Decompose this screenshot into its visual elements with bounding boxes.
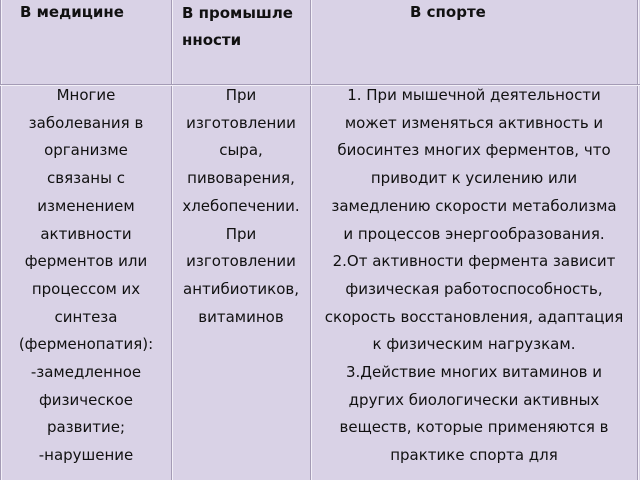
industry-line: пивоварения, xyxy=(187,169,295,188)
sport-line: замедлению скорости метаболизма xyxy=(331,196,617,215)
industry-line: изготовлении xyxy=(186,113,296,132)
medicine-line: физическое xyxy=(38,390,134,409)
medicine-line: процессом их xyxy=(31,279,141,298)
industry-line: антибиотиков, xyxy=(183,279,299,298)
sport-line: практике спорта для xyxy=(390,446,558,465)
sport-line: физическая работоспособность, xyxy=(345,279,603,298)
cell-medicine xyxy=(2,82,170,470)
medicine-line: Многие xyxy=(56,86,116,104)
medicine-line: связаны с xyxy=(47,169,125,188)
sport-line: 2.От активности фермента зависит xyxy=(332,252,616,271)
industry-line: При xyxy=(225,86,257,104)
cell-sport xyxy=(312,82,636,470)
header-sport: В спорте xyxy=(410,3,486,21)
table-border-right xyxy=(637,0,639,480)
sport-line: к физическим нагрузкам. xyxy=(372,335,576,354)
industry-line: сыра, xyxy=(219,141,263,160)
industry-line: изготовлении xyxy=(186,252,296,271)
sport-line: веществ, которые применяются в xyxy=(339,418,609,437)
sport-line: и процессов энергообразования. xyxy=(343,224,605,243)
sport-line: скорость восстановления, адаптация xyxy=(324,307,624,326)
medicine-line: организме xyxy=(44,141,128,160)
medicine-line: -нарушение xyxy=(38,446,134,465)
industry-line: хлебопечении. xyxy=(182,196,300,215)
medicine-line: активности xyxy=(40,224,132,243)
medicine-line: (ферменопатия): xyxy=(18,335,154,354)
sport-line: может изменяться активность и xyxy=(344,113,604,132)
medicine-line: развитие; xyxy=(46,418,126,437)
cell-industry xyxy=(173,82,309,331)
medicine-line: изменением xyxy=(37,196,135,215)
sport-line: других биологически активных xyxy=(348,390,600,409)
industry-line: При xyxy=(225,224,257,243)
medicine-line: синтеза xyxy=(54,307,118,326)
sport-line: 1. При мышечной деятельности xyxy=(347,86,601,104)
industry-line: витаминов xyxy=(198,307,284,326)
sport-line: 3.Действие многих витаминов и xyxy=(345,363,603,382)
header-medicine: В медицине xyxy=(20,3,124,21)
medicine-line: ферментов или xyxy=(24,252,148,271)
sport-line: приводит к усилению или xyxy=(370,169,578,188)
header-industry-text: В промышленности xyxy=(182,4,293,49)
header-industry xyxy=(182,0,302,54)
sport-line: биосинтез многих ферментов, что xyxy=(337,141,611,160)
medicine-line: заболевания в xyxy=(28,113,144,132)
medicine-line: -замедленное xyxy=(30,363,142,382)
